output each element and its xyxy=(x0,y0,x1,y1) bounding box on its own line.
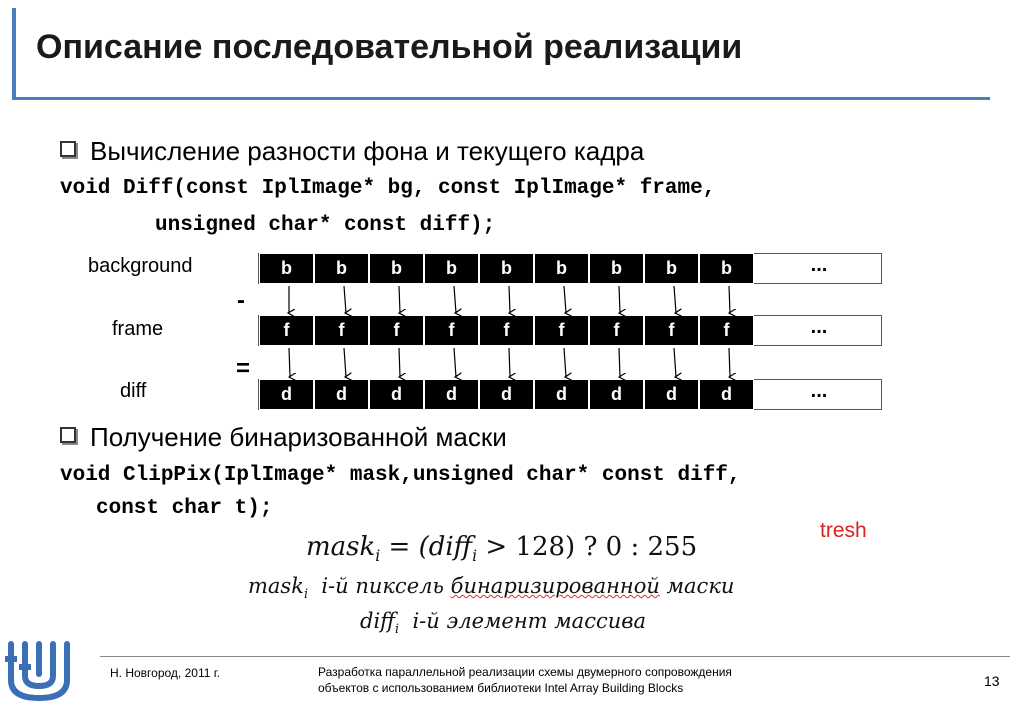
checkbox-bullet-icon xyxy=(60,427,76,443)
page-number: 13 xyxy=(984,673,1000,689)
array-cell: d xyxy=(424,379,479,410)
array-cell: f xyxy=(644,315,699,346)
down-arrow-icon xyxy=(674,348,676,377)
array-ellipsis: ... xyxy=(810,254,828,276)
array-cell: b xyxy=(589,253,644,284)
array-cell: f xyxy=(424,315,479,346)
array-cell: f xyxy=(314,315,369,346)
down-arrow-icon xyxy=(344,348,346,377)
down-arrow-icon xyxy=(729,286,730,313)
array-cell: f xyxy=(369,315,424,346)
footer-description-line2: объектов с использованием библиотеки Intel Array Building Blocks xyxy=(318,681,684,695)
array-cell: b xyxy=(314,253,369,284)
label-frame: frame xyxy=(112,318,164,340)
array-cell: d xyxy=(534,379,589,410)
down-arrow-icon xyxy=(619,286,620,313)
array-cell: d xyxy=(314,379,369,410)
down-arrow-icon xyxy=(289,348,290,377)
footer-description xyxy=(318,664,798,696)
mask-definition: mask$_i$ i-й пиксель бинаризированной маски xyxy=(248,574,735,602)
mask-formula: mask$_i$ = (diff$_i$ > 128) ? 0 : 255 xyxy=(306,532,698,566)
code-clippix-line2: const char t); xyxy=(96,497,273,520)
diff-definition: diff$_i$ i-й элемент массива xyxy=(360,609,646,637)
page-title: Описание последовательной реализации xyxy=(36,28,743,66)
footer-location-date: Н. Новгород, 2011 г. xyxy=(110,666,220,680)
array-cell: f xyxy=(479,315,534,346)
array-cell: b xyxy=(424,253,479,284)
array-cell: d xyxy=(589,379,644,410)
array-ellipsis: ... xyxy=(810,316,828,338)
array-cell: f xyxy=(589,315,644,346)
array-cell: d xyxy=(699,379,754,410)
equals-operator: = xyxy=(236,355,251,382)
down-arrow-icon xyxy=(344,286,346,313)
down-arrow-icon xyxy=(399,286,400,313)
footer-divider xyxy=(100,656,1010,657)
bullet-diff-text: Вычисление разности фона и текущего кадра xyxy=(90,136,645,166)
minus-operator: - xyxy=(237,287,245,314)
array-cell: b xyxy=(699,253,754,284)
bullet-mask xyxy=(60,422,507,453)
array-cell: d xyxy=(369,379,424,410)
code-diff-line1: void Diff(const IplImage* bg, const IplImage* frame, xyxy=(60,177,716,200)
down-arrow-icon xyxy=(674,286,676,313)
array-cell: b xyxy=(479,253,534,284)
array-cell: b xyxy=(534,253,589,284)
array-cell: d xyxy=(644,379,699,410)
down-arrow-icon xyxy=(619,348,620,377)
down-arrow-icon xyxy=(729,348,730,377)
array-cell: d xyxy=(479,379,534,410)
tresh-annotation: tresh xyxy=(820,519,867,542)
down-arrow-icon xyxy=(564,286,566,313)
code-diff-line2: unsigned char* const diff); xyxy=(155,214,496,237)
university-logo-icon xyxy=(3,636,79,704)
label-diff: diff xyxy=(120,380,147,402)
down-arrow-icon xyxy=(564,348,566,377)
bullet-mask-text: Получение бинаризованной маски xyxy=(90,422,507,452)
array-cell: b xyxy=(644,253,699,284)
down-arrow-icon xyxy=(454,348,456,377)
footer-description-line1: Разработка параллельной реализации схемы двумерного сопровождения xyxy=(318,665,732,679)
code-clippix-line1: void ClipPix(IplImage* mask,unsigned char* const diff, xyxy=(60,464,741,487)
array-cell: d xyxy=(259,379,314,410)
array-ellipsis: ... xyxy=(810,380,828,402)
label-background: background xyxy=(88,255,193,277)
array-cell: b xyxy=(369,253,424,284)
down-arrow-icon xyxy=(454,286,456,313)
down-arrow-icon xyxy=(399,348,400,377)
down-arrow-icon xyxy=(509,286,510,313)
down-arrow-icon xyxy=(509,348,510,377)
array-cell: f xyxy=(534,315,589,346)
array-cell: f xyxy=(259,315,314,346)
array-cell: b xyxy=(259,253,314,284)
array-cell: f xyxy=(699,315,754,346)
